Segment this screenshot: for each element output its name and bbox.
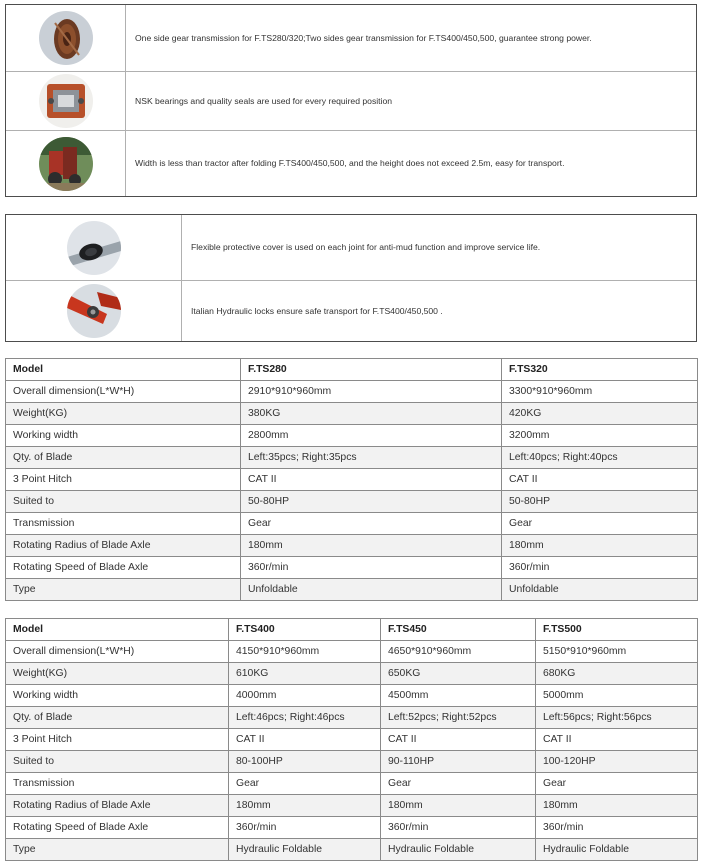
feature-text: Italian Hydraulic locks ensure safe transport for F.TS400/450,500 .: [191, 305, 443, 316]
feature-row: [6, 281, 696, 341]
folded-tractor-icon: [39, 137, 93, 191]
protective-cover-icon: [67, 221, 121, 275]
spec-value: 650KG: [381, 663, 536, 685]
spec-label: Working width: [6, 425, 241, 447]
table-row: [6, 469, 698, 491]
spec-value: 180mm: [536, 795, 698, 817]
table-row: [6, 513, 698, 535]
spec-value: 4150*910*960mm: [229, 641, 381, 663]
header-label: Model: [6, 359, 241, 381]
bearing-seal-icon: [39, 74, 93, 128]
spec-value: Left:56pcs; Right:56pcs: [536, 707, 698, 729]
spec-label: Overall dimension(L*W*H): [6, 641, 229, 663]
feature-row: [6, 131, 696, 196]
spec-value: Left:52pcs; Right:52pcs: [381, 707, 536, 729]
feature-image-cell: [6, 281, 182, 341]
model-header: F.TS400: [229, 619, 381, 641]
table-row: [6, 557, 698, 579]
spec-value: Gear: [241, 513, 502, 535]
spec-value: 2800mm: [241, 425, 502, 447]
feature-text: NSK bearings and quality seals are used for every required position: [135, 95, 393, 106]
feature-text: One side gear transmission for F.TS280/320;Two sides gear transmission for F.TS400/450,500, guarantee strong power.: [135, 32, 592, 43]
spec-label: Type: [6, 839, 229, 861]
model-header: F.TS500: [536, 619, 698, 641]
spec-value: 80-100HP: [229, 751, 381, 773]
spec-value: 90-110HP: [381, 751, 536, 773]
spec-value: 3300*910*960mm: [502, 381, 698, 403]
feature-image-cell: [6, 215, 182, 280]
feature-row: [6, 5, 696, 72]
spec-label: Overall dimension(L*W*H): [6, 381, 241, 403]
spec-label: Transmission: [6, 513, 241, 535]
model-header: F.TS450: [381, 619, 536, 641]
table-row: [6, 839, 698, 861]
spec-value: 2910*910*960mm: [241, 381, 502, 403]
spec-value: 360r/min: [536, 817, 698, 839]
feature-image-cell: [6, 72, 126, 130]
spec-value: Gear: [229, 773, 381, 795]
gear-transmission-icon: [39, 11, 93, 65]
spec-value: 380KG: [241, 403, 502, 425]
spec-value: 420KG: [502, 403, 698, 425]
spec-value: Gear: [381, 773, 536, 795]
spec-label: Rotating Radius of Blade Axle: [6, 795, 229, 817]
table-row: [6, 381, 698, 403]
spec-label: Weight(KG): [6, 663, 229, 685]
spec-value: Hydraulic Foldable: [536, 839, 698, 861]
spec-value: 5000mm: [536, 685, 698, 707]
spec-label: Qty. of Blade: [6, 707, 229, 729]
spec-value: 50-80HP: [241, 491, 502, 513]
spec-value: 360r/min: [381, 817, 536, 839]
table-row: [6, 817, 698, 839]
table-row: [6, 491, 698, 513]
table-row: [6, 663, 698, 685]
spec-value: CAT II: [241, 469, 502, 491]
spec-value: 180mm: [241, 535, 502, 557]
spec-value: 4000mm: [229, 685, 381, 707]
spec-label: Rotating Speed of Blade Axle: [6, 557, 241, 579]
table-row: [6, 425, 698, 447]
spec-value: CAT II: [536, 729, 698, 751]
spec-value: 100-120HP: [536, 751, 698, 773]
spec-value: Hydraulic Foldable: [229, 839, 381, 861]
spec-value: 180mm: [229, 795, 381, 817]
spec-value: CAT II: [229, 729, 381, 751]
feature-image-cell: [6, 131, 126, 196]
table-header-row: [6, 619, 698, 641]
spec-value: CAT II: [502, 469, 698, 491]
spec-value: 4650*910*960mm: [381, 641, 536, 663]
header-label: Model: [6, 619, 229, 641]
table-row: [6, 707, 698, 729]
spec-value: Gear: [536, 773, 698, 795]
table-row: [6, 685, 698, 707]
spec-value: 4500mm: [381, 685, 536, 707]
spec-value: 610KG: [229, 663, 381, 685]
spec-table-body-1: [6, 359, 698, 601]
table-row: [6, 535, 698, 557]
spec-label: Type: [6, 579, 241, 601]
spec-value: 360r/min: [229, 817, 381, 839]
spec-table-body-2: [6, 619, 698, 861]
feature-box-2: [5, 214, 697, 342]
table-row: [6, 773, 698, 795]
feature-image-cell: [6, 5, 126, 71]
table-row: [6, 751, 698, 773]
spec-value: 180mm: [381, 795, 536, 817]
spec-value: CAT II: [381, 729, 536, 751]
spec-label: Rotating Speed of Blade Axle: [6, 817, 229, 839]
spec-value: Unfoldable: [502, 579, 698, 601]
table-row: [6, 579, 698, 601]
table-header-row: [6, 359, 698, 381]
spec-value: Gear: [502, 513, 698, 535]
spec-value: 50-80HP: [502, 491, 698, 513]
table-row: [6, 403, 698, 425]
table-row: [6, 641, 698, 663]
spec-value: 3200mm: [502, 425, 698, 447]
spec-label: Qty. of Blade: [6, 447, 241, 469]
spec-label: Suited to: [6, 491, 241, 513]
spec-value: 360r/min: [241, 557, 502, 579]
spec-value: 180mm: [502, 535, 698, 557]
feature-text: Width is less than tractor after folding F.TS400/450,500, and the height does not exceed 2.5m, easy for transport.: [135, 158, 565, 169]
spec-label: Suited to: [6, 751, 229, 773]
spec-label: 3 Point Hitch: [6, 469, 241, 491]
spec-value: 680KG: [536, 663, 698, 685]
feature-row: [6, 72, 696, 131]
spec-value: 5150*910*960mm: [536, 641, 698, 663]
feature-text: Flexible protective cover is used on each joint for anti-mud function and improve service life.: [191, 242, 541, 253]
spec-value: 360r/min: [502, 557, 698, 579]
feature-row: [6, 215, 696, 281]
spec-label: Rotating Radius of Blade Axle: [6, 535, 241, 557]
feature-box-1: [5, 4, 697, 197]
spec-label: Transmission: [6, 773, 229, 795]
table-row: [6, 447, 698, 469]
model-header: F.TS320: [502, 359, 698, 381]
spec-label: Working width: [6, 685, 229, 707]
spec-value: Hydraulic Foldable: [381, 839, 536, 861]
spec-value: Left:40pcs; Right:40pcs: [502, 447, 698, 469]
hydraulic-lock-icon: [67, 284, 121, 338]
spec-value: Left:35pcs; Right:35pcs: [241, 447, 502, 469]
table-row: [6, 729, 698, 751]
model-header: F.TS280: [241, 359, 502, 381]
spec-value: Left:46pcs; Right:46pcs: [229, 707, 381, 729]
spec-table-fts400-450-500: [5, 618, 698, 861]
spec-label: Weight(KG): [6, 403, 241, 425]
spec-table-fts280-320: [5, 358, 698, 601]
spec-label: 3 Point Hitch: [6, 729, 229, 751]
table-row: [6, 795, 698, 817]
spec-value: Unfoldable: [241, 579, 502, 601]
